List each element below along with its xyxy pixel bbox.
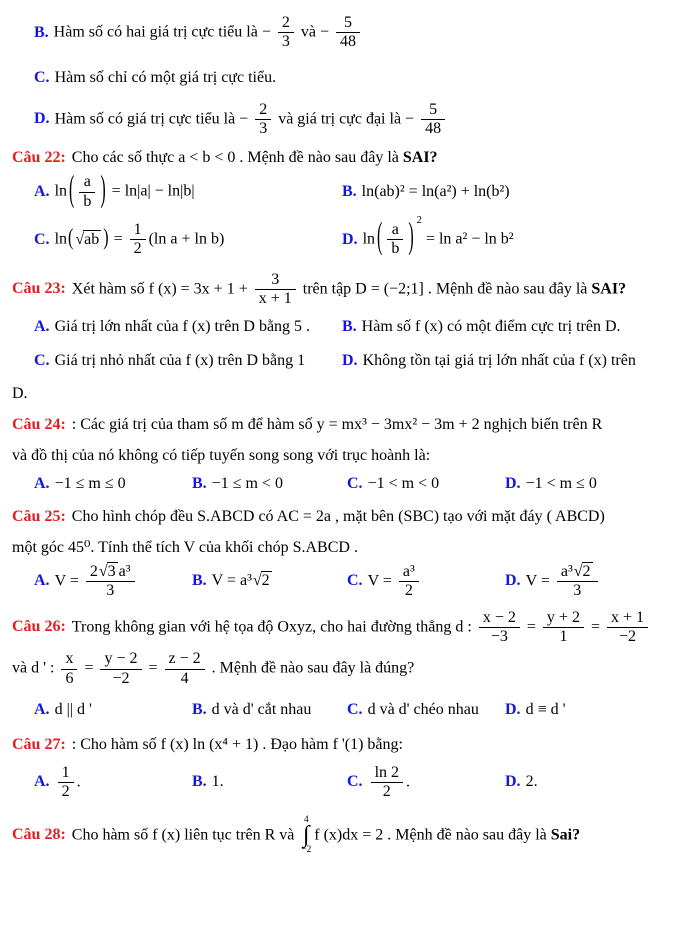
question-label: Câu 26: <box>12 618 66 636</box>
q23-options-row1 <box>12 317 692 338</box>
option-label: C. <box>347 475 363 493</box>
option-text: Hàm số f (x) có một điểm cực trị trên D. <box>361 317 621 335</box>
question-25-heading <box>12 507 692 528</box>
option-text: ln <box>362 230 376 248</box>
question-text: một góc 45⁰. Tính thể tích V của khối chóp S.ABCD . <box>12 539 358 557</box>
option-label: A. <box>34 475 50 493</box>
option-label: D. <box>505 701 521 719</box>
fraction <box>371 764 403 802</box>
option-label: D. <box>342 230 358 248</box>
fraction-denominator: 6 <box>61 669 77 688</box>
fraction-numerator: a³ <box>402 562 415 580</box>
fraction <box>557 563 598 601</box>
q24-option-b <box>192 474 347 495</box>
fraction <box>399 563 419 601</box>
q26-option-c <box>347 700 505 721</box>
question-label: Câu 28: <box>12 826 66 844</box>
q24-option-a <box>34 474 192 495</box>
question-text: Xét hàm số f (x) = 3x + 1 + <box>71 280 248 298</box>
fraction-numerator: 5 <box>429 100 438 118</box>
option-label: D. <box>505 773 521 791</box>
option-text: d và d' chéo nhau <box>367 701 479 719</box>
q26-options-row <box>12 700 692 721</box>
option-label: B. <box>34 23 49 41</box>
fraction-denominator: −3 <box>479 627 520 646</box>
option-label: D. <box>342 352 358 370</box>
integral-upper-limit: 4 <box>304 814 309 825</box>
option-text: 2. <box>525 773 538 791</box>
option-text: (ln a + ln b) <box>148 230 225 248</box>
square-root <box>574 563 593 580</box>
fraction-numerator <box>86 563 135 581</box>
radicand: 3 <box>107 562 116 580</box>
paren-right: ) <box>100 170 106 210</box>
fraction-denominator: 2 <box>371 782 403 801</box>
question-text: . Mệnh đề nào sau đây là đúng? <box>211 660 415 677</box>
q27-option-d <box>505 772 692 793</box>
question-text: và đồ thị của nó không có tiếp tuyến song song với trục hoành là: <box>12 446 431 464</box>
paren-right: ) <box>103 226 109 251</box>
fraction-denominator: 3 <box>86 581 135 600</box>
q24-option-c <box>347 474 505 495</box>
q22-option-b <box>342 182 692 203</box>
question-text: trên tập D = (−2;1] . Mệnh đề nào sau đây là <box>302 280 588 298</box>
question-text: Cho hàm số f (x) liên tục trên R và <box>71 826 295 844</box>
option-text: −1 ≤ m < 0 <box>211 475 283 493</box>
question-text: : Các giá trị của tham số m để hàm số y = mx³ − 3mx² − 3m + 2 nghịch biến trên R <box>71 415 603 433</box>
paren-left: ( <box>377 218 383 258</box>
option-text: d và d' cắt nhau <box>211 701 312 719</box>
option-text: −1 ≤ m ≤ 0 <box>54 475 126 493</box>
q23-options-row2 <box>12 351 692 372</box>
option-label: B. <box>192 773 207 791</box>
option-text: −1 < m < 0 <box>367 475 440 493</box>
q25-option-d <box>505 563 692 601</box>
q22-options-row2 <box>12 214 692 259</box>
option-label: C. <box>347 572 363 590</box>
option-text: và − <box>300 23 329 41</box>
fraction-numerator: y + 2 <box>546 608 580 626</box>
q22-option-d <box>342 214 692 259</box>
question-text-bold: SAI? <box>402 149 438 167</box>
option-text: d ≡ d ' <box>525 701 566 719</box>
question-label: Câu 24: <box>12 415 66 433</box>
option-text: V = a³ <box>211 572 252 590</box>
q25-option-b <box>192 571 347 592</box>
option-text: Hàm số có giá trị cực tiểu là − <box>54 110 249 128</box>
fraction-denominator: 3 <box>278 32 294 51</box>
fraction-numerator: 5 <box>343 14 352 31</box>
radical-sign: √ <box>573 562 583 580</box>
fraction-denominator: 4 <box>165 669 205 688</box>
q21-option-b <box>34 14 692 52</box>
q26-option-b <box>192 700 347 721</box>
fraction <box>278 14 294 52</box>
fraction-denominator: 48 <box>336 32 360 51</box>
question-24-line2 <box>12 446 692 467</box>
q23-option-b <box>342 317 692 338</box>
q25-options-row <box>12 563 692 601</box>
q23-option-c <box>34 351 342 372</box>
q22-option-a <box>34 170 342 211</box>
option-text: −1 < m ≤ 0 <box>525 475 597 493</box>
option-text: . <box>406 773 411 791</box>
q22-options-row1 <box>12 170 692 211</box>
fraction <box>543 609 584 647</box>
option-label: C. <box>34 230 50 248</box>
fraction <box>61 650 77 688</box>
fraction <box>336 14 360 52</box>
question-label: Câu 27: <box>12 736 66 754</box>
question-text: Cho hình chóp đều S.ABCD có AC = 2a , mặt bên (SBC) tạo với mặt đáy ( ABCD) <box>71 508 605 526</box>
option-label: A. <box>34 182 50 200</box>
option-text: Không tồn tại giá trị lớn nhất của f (x) trên <box>362 352 636 370</box>
integral-sign: ∫ <box>303 822 310 849</box>
option-label: B. <box>192 572 207 590</box>
radicand: 2 <box>261 572 270 590</box>
paren-left: ( <box>68 226 74 251</box>
option-text: V = <box>525 572 550 590</box>
question-24-heading <box>12 415 692 436</box>
question-27-heading <box>12 735 692 756</box>
option-text: . <box>76 773 81 791</box>
option-text: ln <box>54 230 68 248</box>
numerator-text: 2 <box>89 562 98 580</box>
fraction-denominator: 3 <box>557 581 598 600</box>
fraction-denominator: 2 <box>399 581 419 600</box>
question-text: Cho các số thực a < b < 0 . Mệnh đề nào sau đây là <box>71 149 399 167</box>
q24-option-d <box>505 474 692 495</box>
radical-sign: √ <box>75 230 85 248</box>
q26-option-a <box>34 700 192 721</box>
question-text-bold: Sai? <box>550 826 581 844</box>
fraction-numerator: a <box>83 173 91 191</box>
fraction <box>607 609 648 647</box>
fraction-denominator: −2 <box>607 627 648 646</box>
fraction-numerator: 1 <box>61 763 70 781</box>
option-label: B. <box>192 475 207 493</box>
fraction <box>479 609 520 647</box>
q23-option-a <box>34 317 342 338</box>
fraction-denominator: 48 <box>421 119 445 138</box>
square-root <box>253 572 272 589</box>
question-text: Trong không gian với hệ tọa độ Oxyz, cho hai đường thẳng d : <box>71 618 472 636</box>
fraction-numerator: y − 2 <box>104 650 138 668</box>
option-label: C. <box>347 773 363 791</box>
q24-options-row <box>12 474 692 495</box>
numerator-text: a³ <box>560 562 573 580</box>
option-text: V = <box>367 572 392 590</box>
question-23-heading <box>12 271 692 309</box>
option-text: = ln|a| − ln|b| <box>111 182 195 200</box>
fraction-numerator: 1 <box>133 220 142 238</box>
option-label: C. <box>34 352 50 370</box>
option-text: Hàm số chỉ có một giá trị cực tiểu. <box>54 68 277 86</box>
q27-option-a <box>34 764 192 802</box>
paren-right: ) <box>408 218 414 258</box>
fraction-denominator: 1 <box>543 627 584 646</box>
option-label: B. <box>342 317 357 335</box>
option-text: V = <box>54 572 79 590</box>
question-text-bold: SAI? <box>591 280 627 298</box>
fraction-numerator: x <box>65 650 74 668</box>
option-text: = <box>113 230 123 248</box>
fraction-denominator: b <box>79 192 95 211</box>
option-label: A. <box>34 572 50 590</box>
q25-option-a <box>34 563 192 601</box>
square-root <box>99 563 118 580</box>
option-label: B. <box>192 701 207 719</box>
question-label: Câu 23: <box>12 280 66 298</box>
integral-lower-limit: −2 <box>301 844 312 855</box>
question-label: Câu 25: <box>12 508 66 526</box>
radicand: 2 <box>582 562 591 580</box>
radical-sign: √ <box>252 572 262 590</box>
fraction-numerator: 2 <box>281 14 290 31</box>
q27-option-c <box>347 764 505 802</box>
option-label: A. <box>34 317 50 335</box>
fraction <box>58 764 74 802</box>
q23-option-d <box>342 351 692 372</box>
q21-option-d <box>34 101 692 139</box>
option-text: ln <box>54 182 68 200</box>
fraction-numerator: x − 2 <box>482 608 516 626</box>
option-text: Hàm số có hai giá trị cực tiểu là − <box>53 23 271 41</box>
fraction-denominator: x + 1 <box>255 289 296 308</box>
fraction <box>100 650 141 688</box>
option-text: d || d ' <box>54 701 92 719</box>
option-label: A. <box>34 701 50 719</box>
equals-sign: = <box>526 618 536 636</box>
radical-sign: √ <box>98 562 108 580</box>
fraction <box>130 221 146 259</box>
integral <box>301 816 311 856</box>
q26-option-d <box>505 700 692 721</box>
question-26-heading <box>12 609 692 647</box>
question-text: f (x)dx = 2 . Mệnh đề nào sau đây là <box>314 826 547 844</box>
question-text: và d ' : <box>12 660 55 677</box>
fraction-numerator: ln 2 <box>374 763 400 781</box>
question-28-heading <box>12 816 692 856</box>
q27-options-row <box>12 764 692 802</box>
option-label: C. <box>34 68 50 86</box>
fraction <box>421 101 445 139</box>
fraction-numerator <box>557 563 598 581</box>
question-22-heading <box>12 148 692 169</box>
fraction-numerator: z − 2 <box>168 650 201 668</box>
question-25-line2 <box>12 538 692 559</box>
fraction <box>86 563 135 601</box>
question-26-line2 <box>12 650 692 688</box>
option-text: Giá trị lớn nhất của f (x) trên D bằng 5 . <box>54 317 311 335</box>
equals-sign: = <box>590 618 600 636</box>
fraction-numerator: 3 <box>271 270 280 288</box>
equals-sign: = <box>148 660 158 677</box>
option-label: B. <box>342 182 357 200</box>
option-text: D. <box>12 385 28 403</box>
fraction-numerator: a <box>391 220 399 238</box>
question-text: : Cho hàm số f (x) ln (x⁴ + 1) . Đạo hàm f '(1) bằng: <box>71 736 403 754</box>
fraction-denominator: 2 <box>130 239 146 258</box>
fraction <box>165 650 205 688</box>
option-label: D. <box>505 475 521 493</box>
option-label: C. <box>347 701 363 719</box>
option-label: A. <box>34 773 50 791</box>
fraction-denominator: b <box>387 239 403 258</box>
fraction-numerator: x + 1 <box>610 608 645 626</box>
q27-option-b <box>192 772 347 793</box>
q23-option-d-continuation <box>12 384 692 405</box>
numerator-text: a³ <box>118 562 131 580</box>
fraction-numerator: 2 <box>259 100 268 118</box>
option-label: D. <box>34 110 50 128</box>
fraction-denominator: 3 <box>255 119 271 138</box>
fraction <box>255 271 296 309</box>
option-text: và giá trị cực đại là − <box>278 110 415 128</box>
question-label: Câu 22: <box>12 149 66 167</box>
radicand: ab <box>84 230 100 248</box>
fraction <box>79 173 95 211</box>
option-text: Giá trị nhỏ nhất của f (x) trên D bằng 1 <box>54 352 306 370</box>
square-root <box>75 231 101 248</box>
exponent: 2 <box>416 214 422 226</box>
paren-left: ( <box>69 170 75 210</box>
equals-sign: = <box>84 660 94 677</box>
q25-option-c <box>347 563 505 601</box>
q22-option-c <box>34 221 342 259</box>
option-text: = ln a² − ln b² <box>425 230 514 248</box>
option-label: D. <box>505 572 521 590</box>
fraction <box>387 221 403 259</box>
fraction <box>255 101 271 139</box>
option-text: 1. <box>211 773 224 791</box>
fraction-denominator: −2 <box>100 669 141 688</box>
q21-option-c <box>34 68 692 89</box>
option-text: ln(ab)² = ln(a²) + ln(b²) <box>361 182 510 200</box>
fraction-denominator: 2 <box>58 782 74 801</box>
